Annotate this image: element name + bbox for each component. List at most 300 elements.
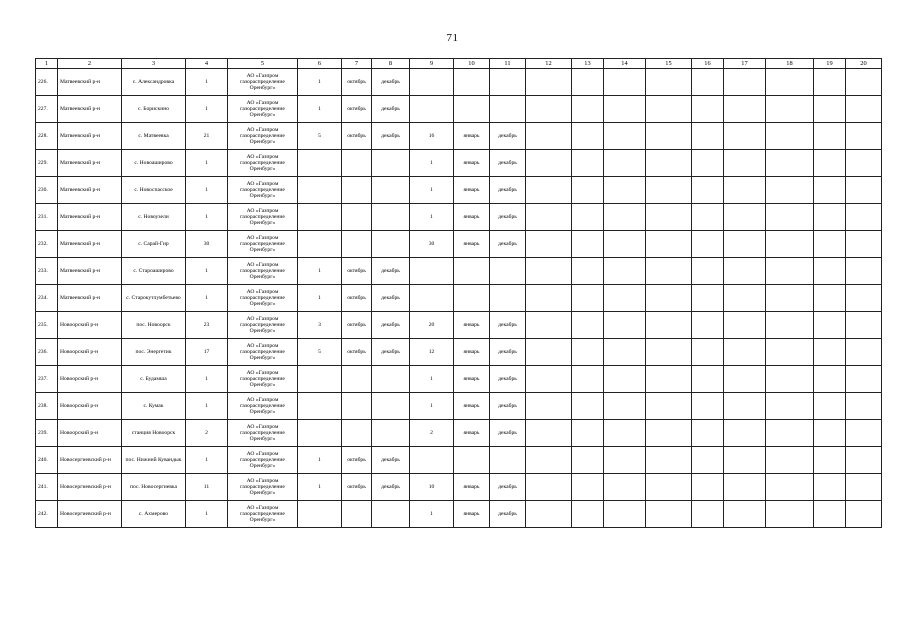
empty-cell-col12 <box>526 69 572 96</box>
count-cell: 1 <box>186 447 228 474</box>
col9-cell <box>410 285 454 312</box>
empty-cell-col18 <box>766 339 814 366</box>
table-row <box>36 177 882 204</box>
col10-cell: январь <box>454 312 490 339</box>
row-number-cell: 234. <box>36 285 58 312</box>
empty-cell-col15 <box>646 447 692 474</box>
col7-cell <box>342 366 372 393</box>
empty-cell-col19 <box>814 420 846 447</box>
column-header-8: 8 <box>372 59 410 69</box>
empty-cell-col12 <box>526 231 572 258</box>
empty-cell-col13 <box>572 258 604 285</box>
settlement-cell: станция Новоорск <box>122 420 186 447</box>
col8-cell <box>372 150 410 177</box>
empty-cell-col14 <box>604 420 646 447</box>
empty-cell-col19 <box>814 96 846 123</box>
col7-cell: октябрь <box>342 123 372 150</box>
empty-cell-col12 <box>526 150 572 177</box>
empty-cell-col17 <box>724 123 766 150</box>
col9-cell: 1 <box>410 177 454 204</box>
col6-cell <box>298 420 342 447</box>
empty-cell-col12 <box>526 393 572 420</box>
table-row <box>36 393 882 420</box>
empty-cell-col14 <box>604 474 646 501</box>
count-cell: 1 <box>186 204 228 231</box>
col8-cell: декабрь <box>372 69 410 96</box>
empty-cell-col14 <box>604 501 646 528</box>
col7-cell <box>342 501 372 528</box>
row-number-cell: 238. <box>36 393 58 420</box>
col8-cell: декабрь <box>372 447 410 474</box>
col11-cell <box>490 285 526 312</box>
col9-cell: 1 <box>410 366 454 393</box>
empty-cell-col18 <box>766 69 814 96</box>
empty-cell-col12 <box>526 177 572 204</box>
count-cell: 1 <box>186 96 228 123</box>
col7-cell <box>342 420 372 447</box>
col8-cell <box>372 393 410 420</box>
count-cell: 17 <box>186 339 228 366</box>
empty-cell-col15 <box>646 285 692 312</box>
col6-cell: 1 <box>298 69 342 96</box>
settlement-cell: с. Новоаширово <box>122 150 186 177</box>
organization-cell: АО «Газпром газораспределение Оренбург» <box>228 393 298 420</box>
col7-cell <box>342 177 372 204</box>
col7-cell: октябрь <box>342 69 372 96</box>
col8-cell: декабрь <box>372 123 410 150</box>
empty-cell-col13 <box>572 204 604 231</box>
row-number-cell: 227. <box>36 96 58 123</box>
col7-cell: октябрь <box>342 285 372 312</box>
empty-cell-col17 <box>724 420 766 447</box>
organization-cell: АО «Газпром газораспределение Оренбург» <box>228 501 298 528</box>
empty-cell-col20 <box>846 69 882 96</box>
column-header-16: 16 <box>692 59 724 69</box>
empty-cell-col20 <box>846 231 882 258</box>
empty-cell-col15 <box>646 69 692 96</box>
empty-cell-col18 <box>766 231 814 258</box>
col11-cell <box>490 96 526 123</box>
empty-cell-col12 <box>526 204 572 231</box>
column-header-20: 20 <box>846 59 882 69</box>
column-header-12: 12 <box>526 59 572 69</box>
organization-cell: АО «Газпром газораспределение Оренбург» <box>228 285 298 312</box>
count-cell: 1 <box>186 150 228 177</box>
count-cell: 1 <box>186 177 228 204</box>
district-cell: Матвеевский р-н <box>58 69 122 96</box>
col8-cell: декабрь <box>372 339 410 366</box>
organization-cell: АО «Газпром газораспределение Оренбург» <box>228 96 298 123</box>
empty-cell-col16 <box>692 69 724 96</box>
table-row <box>36 204 882 231</box>
district-cell: Матвеевский р-н <box>58 204 122 231</box>
col7-cell: октябрь <box>342 474 372 501</box>
empty-cell-col18 <box>766 447 814 474</box>
col8-cell: декабрь <box>372 312 410 339</box>
empty-cell-col18 <box>766 96 814 123</box>
row-number-cell: 232. <box>36 231 58 258</box>
row-number-cell: 236. <box>36 339 58 366</box>
col9-cell: 20 <box>410 312 454 339</box>
col7-cell: октябрь <box>342 312 372 339</box>
empty-cell-col17 <box>724 393 766 420</box>
empty-cell-col17 <box>724 501 766 528</box>
empty-cell-col15 <box>646 231 692 258</box>
empty-cell-col12 <box>526 366 572 393</box>
empty-cell-col15 <box>646 204 692 231</box>
col9-cell: 30 <box>410 231 454 258</box>
empty-cell-col16 <box>692 366 724 393</box>
empty-cell-col16 <box>692 177 724 204</box>
empty-cell-col18 <box>766 393 814 420</box>
empty-cell-col17 <box>724 69 766 96</box>
district-cell: Новосергиевский р-н <box>58 447 122 474</box>
organization-cell: АО «Газпром газораспределение Оренбург» <box>228 177 298 204</box>
col6-cell: 1 <box>298 258 342 285</box>
empty-cell-col18 <box>766 366 814 393</box>
col10-cell: январь <box>454 231 490 258</box>
settlement-cell: с. Новоспасское <box>122 177 186 204</box>
empty-cell-col17 <box>724 312 766 339</box>
empty-cell-col17 <box>724 258 766 285</box>
organization-cell: АО «Газпром газораспределение Оренбург» <box>228 231 298 258</box>
empty-cell-col18 <box>766 204 814 231</box>
settlement-cell: с. Кумак <box>122 393 186 420</box>
empty-cell-col16 <box>692 204 724 231</box>
col6-cell: 5 <box>298 123 342 150</box>
col6-cell: 1 <box>298 447 342 474</box>
district-cell: Новоорский р-н <box>58 393 122 420</box>
empty-cell-col16 <box>692 150 724 177</box>
empty-cell-col18 <box>766 312 814 339</box>
col11-cell <box>490 447 526 474</box>
col6-cell: 1 <box>298 96 342 123</box>
empty-cell-col20 <box>846 501 882 528</box>
table-row <box>36 258 882 285</box>
col9-cell: 1 <box>410 204 454 231</box>
col9-cell: 1 <box>410 393 454 420</box>
row-number-cell: 240. <box>36 447 58 474</box>
count-cell: 23 <box>186 312 228 339</box>
empty-cell-col16 <box>692 393 724 420</box>
empty-cell-col19 <box>814 123 846 150</box>
settlement-cell: пос. Новоорск <box>122 312 186 339</box>
organization-cell: АО «Газпром газораспределение Оренбург» <box>228 366 298 393</box>
district-cell: Матвеевский р-н <box>58 177 122 204</box>
col11-cell: декабрь <box>490 501 526 528</box>
district-cell: Новоорский р-н <box>58 366 122 393</box>
settlement-cell: с. Старокутлумбетьево <box>122 285 186 312</box>
settlement-cell: с. Староаширово <box>122 258 186 285</box>
row-number-cell: 239. <box>36 420 58 447</box>
empty-cell-col14 <box>604 69 646 96</box>
col11-cell <box>490 69 526 96</box>
column-header-5: 5 <box>228 59 298 69</box>
col6-cell <box>298 501 342 528</box>
empty-cell-col13 <box>572 420 604 447</box>
column-header-18: 18 <box>766 59 814 69</box>
column-header-9: 9 <box>410 59 454 69</box>
district-cell: Матвеевский р-н <box>58 123 122 150</box>
settlement-cell: с. Борискино <box>122 96 186 123</box>
count-cell: 1 <box>186 393 228 420</box>
empty-cell-col17 <box>724 204 766 231</box>
empty-cell-col18 <box>766 474 814 501</box>
empty-cell-col14 <box>604 96 646 123</box>
empty-cell-col12 <box>526 420 572 447</box>
empty-cell-col18 <box>766 285 814 312</box>
empty-cell-col15 <box>646 366 692 393</box>
col11-cell: декабрь <box>490 204 526 231</box>
column-header-11: 11 <box>490 59 526 69</box>
row-number-cell: 231. <box>36 204 58 231</box>
empty-cell-col18 <box>766 501 814 528</box>
count-cell: 1 <box>186 501 228 528</box>
organization-cell: АО «Газпром газораспределение Оренбург» <box>228 69 298 96</box>
col9-cell <box>410 69 454 96</box>
table-row <box>36 312 882 339</box>
empty-cell-col16 <box>692 312 724 339</box>
table-row <box>36 501 882 528</box>
empty-cell-col15 <box>646 420 692 447</box>
table-row <box>36 366 882 393</box>
empty-cell-col12 <box>526 474 572 501</box>
col10-cell <box>454 285 490 312</box>
settlement-cell: пос. Энергетик <box>122 339 186 366</box>
col10-cell: январь <box>454 501 490 528</box>
row-number-cell: 226. <box>36 69 58 96</box>
column-header-1: 1 <box>36 59 58 69</box>
empty-cell-col15 <box>646 474 692 501</box>
organization-cell: АО «Газпром газораспределение Оренбург» <box>228 312 298 339</box>
col11-cell: декабрь <box>490 366 526 393</box>
empty-cell-col20 <box>846 258 882 285</box>
header-row <box>36 59 882 69</box>
settlement-cell: с. Матвеевка <box>122 123 186 150</box>
col10-cell: январь <box>454 204 490 231</box>
empty-cell-col15 <box>646 501 692 528</box>
col10-cell <box>454 258 490 285</box>
col9-cell: 1 <box>410 501 454 528</box>
col10-cell: январь <box>454 393 490 420</box>
row-number-cell: 228. <box>36 123 58 150</box>
empty-cell-col19 <box>814 366 846 393</box>
col6-cell <box>298 393 342 420</box>
empty-cell-col13 <box>572 231 604 258</box>
empty-cell-col16 <box>692 231 724 258</box>
col6-cell: 1 <box>298 285 342 312</box>
empty-cell-col12 <box>526 501 572 528</box>
column-header-15: 15 <box>646 59 692 69</box>
district-cell: Матвеевский р-н <box>58 231 122 258</box>
col11-cell: декабрь <box>490 393 526 420</box>
empty-cell-col16 <box>692 420 724 447</box>
col11-cell: декабрь <box>490 123 526 150</box>
table-row <box>36 447 882 474</box>
col8-cell: декабрь <box>372 258 410 285</box>
empty-cell-col12 <box>526 96 572 123</box>
col10-cell: январь <box>454 366 490 393</box>
col7-cell: октябрь <box>342 447 372 474</box>
district-cell: Матвеевский р-н <box>58 96 122 123</box>
column-header-19: 19 <box>814 59 846 69</box>
empty-cell-col14 <box>604 393 646 420</box>
empty-cell-col13 <box>572 123 604 150</box>
col7-cell <box>342 231 372 258</box>
empty-cell-col19 <box>814 204 846 231</box>
empty-cell-col19 <box>814 69 846 96</box>
empty-cell-col17 <box>724 366 766 393</box>
empty-cell-col16 <box>692 339 724 366</box>
empty-cell-col17 <box>724 177 766 204</box>
organization-cell: АО «Газпром газораспределение Оренбург» <box>228 258 298 285</box>
empty-cell-col15 <box>646 339 692 366</box>
count-cell: 1 <box>186 285 228 312</box>
col8-cell <box>372 177 410 204</box>
schedule-table <box>35 58 882 528</box>
empty-cell-col13 <box>572 339 604 366</box>
empty-cell-col20 <box>846 150 882 177</box>
empty-cell-col14 <box>604 447 646 474</box>
col9-cell: 16 <box>410 123 454 150</box>
empty-cell-col16 <box>692 501 724 528</box>
empty-cell-col13 <box>572 69 604 96</box>
settlement-cell: пос. Новосергиевка <box>122 474 186 501</box>
row-number-cell: 242. <box>36 501 58 528</box>
empty-cell-col13 <box>572 447 604 474</box>
empty-cell-col19 <box>814 177 846 204</box>
empty-cell-col13 <box>572 285 604 312</box>
col6-cell <box>298 177 342 204</box>
empty-cell-col12 <box>526 312 572 339</box>
empty-cell-col19 <box>814 447 846 474</box>
empty-cell-col14 <box>604 150 646 177</box>
settlement-cell: с. Ахмерово <box>122 501 186 528</box>
empty-cell-col13 <box>572 501 604 528</box>
empty-cell-col14 <box>604 177 646 204</box>
col6-cell <box>298 366 342 393</box>
empty-cell-col12 <box>526 447 572 474</box>
empty-cell-col20 <box>846 123 882 150</box>
empty-cell-col20 <box>846 312 882 339</box>
empty-cell-col16 <box>692 474 724 501</box>
col8-cell <box>372 501 410 528</box>
settlement-cell: с. Александровка <box>122 69 186 96</box>
count-cell: 30 <box>186 231 228 258</box>
empty-cell-col13 <box>572 150 604 177</box>
col11-cell: декабрь <box>490 474 526 501</box>
col6-cell: 1 <box>298 474 342 501</box>
empty-cell-col19 <box>814 150 846 177</box>
col9-cell <box>410 447 454 474</box>
empty-cell-col15 <box>646 393 692 420</box>
empty-cell-col15 <box>646 177 692 204</box>
empty-cell-col20 <box>846 447 882 474</box>
empty-cell-col12 <box>526 339 572 366</box>
column-header-10: 10 <box>454 59 490 69</box>
col9-cell: 10 <box>410 474 454 501</box>
col11-cell: декабрь <box>490 312 526 339</box>
empty-cell-col15 <box>646 123 692 150</box>
empty-cell-col18 <box>766 150 814 177</box>
district-cell: Матвеевский р-н <box>58 258 122 285</box>
organization-cell: АО «Газпром газораспределение Оренбург» <box>228 420 298 447</box>
empty-cell-col17 <box>724 447 766 474</box>
table-row <box>36 420 882 447</box>
col8-cell <box>372 204 410 231</box>
empty-cell-col12 <box>526 285 572 312</box>
col10-cell: январь <box>454 123 490 150</box>
empty-cell-col18 <box>766 420 814 447</box>
table-row <box>36 339 882 366</box>
column-header-6: 6 <box>298 59 342 69</box>
row-number-cell: 235. <box>36 312 58 339</box>
row-number-cell: 230. <box>36 177 58 204</box>
col8-cell: декабрь <box>372 474 410 501</box>
column-header-3: 3 <box>122 59 186 69</box>
organization-cell: АО «Газпром газораспределение Оренбург» <box>228 339 298 366</box>
empty-cell-col20 <box>846 96 882 123</box>
table-row <box>36 285 882 312</box>
empty-cell-col20 <box>846 366 882 393</box>
column-header-14: 14 <box>604 59 646 69</box>
empty-cell-col16 <box>692 285 724 312</box>
empty-cell-col14 <box>604 339 646 366</box>
empty-cell-col17 <box>724 285 766 312</box>
empty-cell-col16 <box>692 258 724 285</box>
empty-cell-col17 <box>724 474 766 501</box>
row-number-cell: 229. <box>36 150 58 177</box>
column-header-4: 4 <box>186 59 228 69</box>
empty-cell-col13 <box>572 96 604 123</box>
empty-cell-col14 <box>604 231 646 258</box>
column-header-7: 7 <box>342 59 372 69</box>
district-cell: Матвеевский р-н <box>58 150 122 177</box>
col10-cell <box>454 96 490 123</box>
col10-cell <box>454 447 490 474</box>
count-cell: 2 <box>186 420 228 447</box>
settlement-cell: с. Новоузели <box>122 204 186 231</box>
empty-cell-col17 <box>724 150 766 177</box>
col9-cell: 1 <box>410 150 454 177</box>
empty-cell-col19 <box>814 258 846 285</box>
empty-cell-col20 <box>846 339 882 366</box>
empty-cell-col19 <box>814 501 846 528</box>
empty-cell-col18 <box>766 123 814 150</box>
count-cell: 21 <box>186 123 228 150</box>
empty-cell-col14 <box>604 258 646 285</box>
col6-cell <box>298 231 342 258</box>
col8-cell <box>372 420 410 447</box>
count-cell: 1 <box>186 366 228 393</box>
col10-cell <box>454 69 490 96</box>
empty-cell-col14 <box>604 123 646 150</box>
organization-cell: АО «Газпром газораспределение Оренбург» <box>228 474 298 501</box>
empty-cell-col15 <box>646 258 692 285</box>
empty-cell-col19 <box>814 393 846 420</box>
empty-cell-col16 <box>692 447 724 474</box>
empty-cell-col20 <box>846 420 882 447</box>
empty-cell-col12 <box>526 123 572 150</box>
col8-cell: декабрь <box>372 96 410 123</box>
col9-cell: 2 <box>410 420 454 447</box>
empty-cell-col17 <box>724 339 766 366</box>
table-row <box>36 123 882 150</box>
settlement-cell: с. Будамша <box>122 366 186 393</box>
col11-cell: декабрь <box>490 150 526 177</box>
col11-cell: декабрь <box>490 177 526 204</box>
col8-cell <box>372 366 410 393</box>
